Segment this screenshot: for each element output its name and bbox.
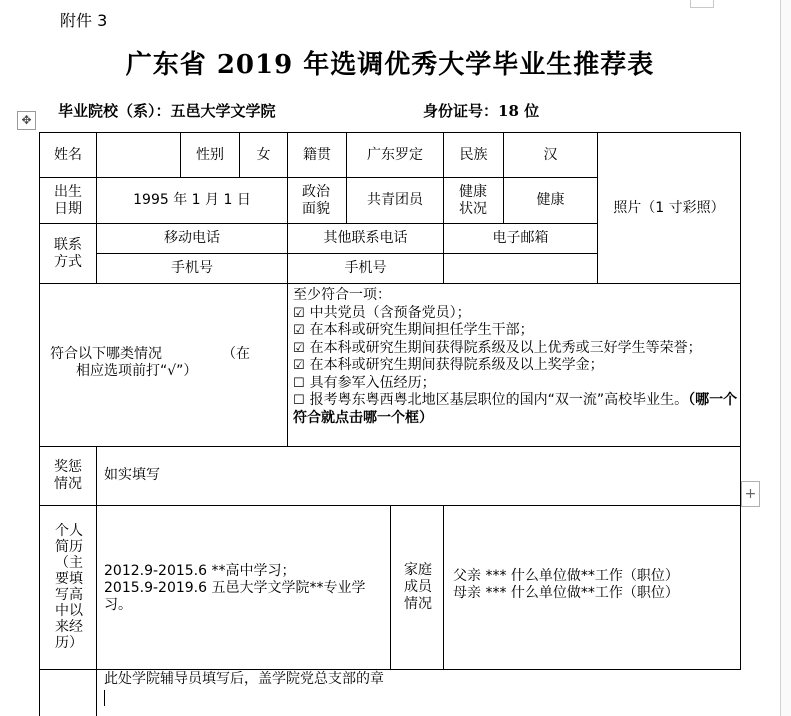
mobile-header: 移动电话 — [164, 230, 220, 246]
scroll-margin — [780, 0, 791, 716]
email-value[interactable] — [444, 254, 597, 283]
conditions-intro: 至少符合一项： — [293, 287, 391, 303]
birth-label: 出生日期 — [54, 183, 82, 217]
text-cursor — [104, 690, 105, 706]
ethnic-label: 民族 — [459, 146, 488, 163]
gender-label: 性别 — [196, 146, 224, 163]
condition-item — [293, 392, 739, 427]
conditions-label: 符合以下哪类情况 （在 相应选项前打“√”） — [50, 346, 250, 379]
birth-value[interactable]: 1995 年 1 月 1 日 — [133, 192, 251, 208]
resume-line: 2012.9-2015.6 **高中学习； — [104, 563, 296, 579]
condition-text: 在本科或研究生期间获得院系级及以上优秀或三好学生等荣誉； — [309, 339, 702, 356]
mobile-value[interactable]: 手机号 — [171, 260, 213, 276]
condition-text: 报考粤东粤西粤北地区基层职位的国内“双一流”高校毕业生。 — [309, 392, 689, 408]
family-line: 父亲 *** 什么单位做**工作（职位） — [453, 568, 679, 584]
checked-box-icon[interactable]: ☑ — [293, 323, 305, 338]
condition-item — [293, 375, 739, 393]
gender-value[interactable]: 女 — [256, 146, 271, 163]
unchecked-box-icon[interactable]: ☐ — [293, 393, 305, 408]
photo-placeholder[interactable]: 照片（1 寸彩照） — [613, 199, 725, 216]
condition-text: 在本科或研究生期间获得院系级及以上奖学金； — [309, 357, 604, 373]
condition-note: （哪一个符合就点击哪一个框） — [293, 392, 738, 426]
add-row-icon[interactable]: + — [741, 481, 760, 507]
resume-label: 个人简历（主要填写高中以来经历） — [55, 523, 83, 651]
other-phone-value[interactable]: 手机号 — [344, 260, 387, 276]
condition-item — [293, 340, 739, 358]
table-move-handle-icon[interactable]: ✥ — [17, 111, 36, 130]
name-value[interactable] — [97, 133, 180, 177]
native-label: 籍贯 — [303, 146, 331, 163]
family-line: 母亲 *** 什么单位做**工作（职位） — [453, 585, 679, 601]
condition-item — [293, 357, 739, 375]
condition-text: 在本科或研究生期间担任学生干部； — [309, 322, 534, 338]
awards-label: 奖惩情况 — [54, 459, 82, 492]
unchecked-box-icon[interactable]: ☐ — [293, 375, 305, 391]
condition-text: 中共党员（含预备党员）； — [309, 304, 471, 321]
political-label: 政治面貌 — [302, 183, 330, 217]
family-label: 家庭成员情况 — [404, 562, 432, 612]
health-value[interactable]: 健康 — [536, 192, 565, 208]
native-value[interactable]: 广东罗定 — [367, 146, 423, 163]
recommend-value[interactable]: 此处学院辅导员填写后，盖学院党总支部的章 — [104, 671, 384, 687]
health-label: 健康状况 — [459, 183, 487, 217]
political-value[interactable]: 共青团员 — [367, 192, 423, 208]
condition-text: 具有参军入伍经历； — [309, 374, 436, 391]
condition-item — [293, 322, 739, 340]
school-field: 毕业院校（系）：五邑大学文学院 — [58, 102, 276, 120]
condition-item — [293, 305, 739, 323]
attachment-label: 附件 3 — [60, 11, 108, 30]
resume-value[interactable] — [104, 563, 384, 614]
ethnic-value[interactable]: 汉 — [543, 146, 558, 163]
resume-line: 2015.9-2019.6 五邑大学文学院**专业学习。 — [104, 580, 366, 613]
id-field: 身份证号：18 位 — [423, 102, 540, 120]
ruler-corner — [690, 0, 714, 8]
checked-box-icon[interactable]: ☑ — [293, 305, 305, 321]
other-phone-header: 其他联系电话 — [323, 230, 408, 246]
name-label: 姓名 — [54, 146, 82, 163]
contact-label: 联系方式 — [54, 236, 82, 270]
family-value[interactable] — [453, 568, 738, 602]
conditions-list — [293, 287, 739, 427]
checked-box-icon[interactable]: ☑ — [293, 358, 305, 373]
checked-box-icon[interactable]: ☑ — [293, 340, 305, 356]
email-header: 电子邮箱 — [492, 230, 549, 246]
awards-value[interactable]: 如实填写 — [104, 467, 160, 483]
document-title: 广东省 2019 年选调优秀大学毕业生推荐表 — [125, 50, 655, 80]
